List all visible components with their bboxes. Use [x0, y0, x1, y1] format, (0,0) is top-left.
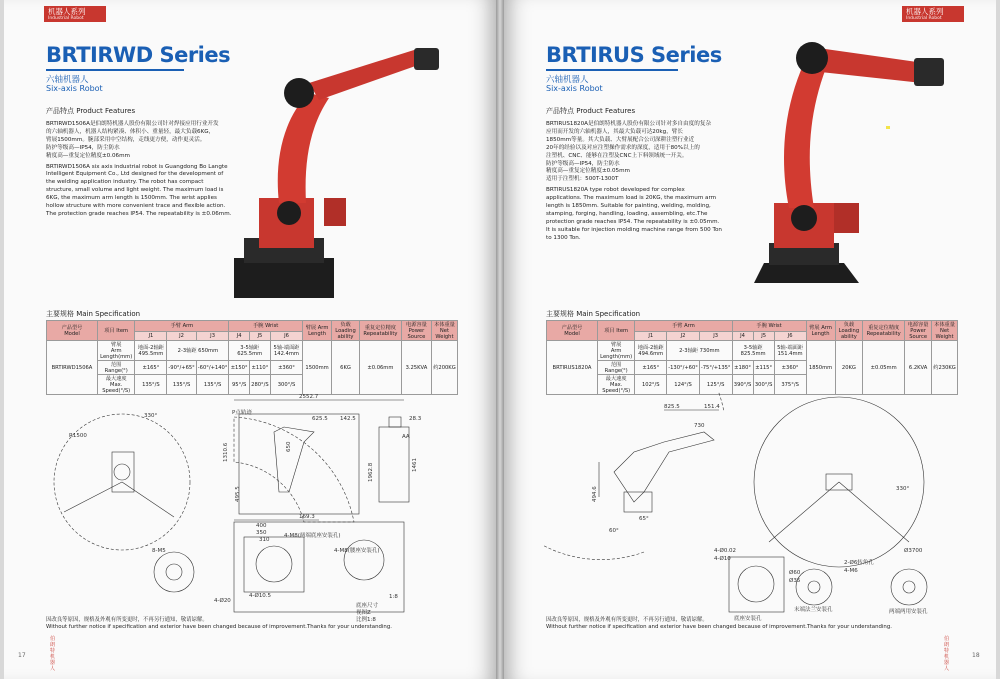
feature-line: the welding application industry. The robot has compact: [46, 179, 204, 186]
robot-base: [234, 258, 334, 298]
features-heading: 产品特点 Product Features: [546, 107, 636, 115]
dim-label: 400: [256, 523, 267, 529]
model-en-header: Model: [64, 331, 80, 337]
arm-header: 手臂 Arm: [635, 321, 732, 332]
table-cell: 地面-2轴距 495.5mm: [135, 341, 167, 361]
category-en: Industrial Robot: [906, 16, 942, 21]
row-label: 臂展: [111, 342, 122, 348]
wrist-header: 手腕 Wrist: [732, 321, 806, 332]
dim-label: 4-M6: [844, 568, 858, 574]
table-cell: 300°/S: [270, 375, 302, 395]
feature-line: 精度高—重复定位精度±0.05mm: [546, 168, 630, 175]
dim-label: 8-M5: [152, 548, 166, 554]
dim-label: 4-Ø10: [714, 556, 731, 562]
repeat-header: 重复定位精度 Repeatability: [863, 321, 905, 341]
feature-line: The protection grade reaches IP54. The repeatability is ±0.06mm.: [46, 210, 232, 217]
dim-label: 495.5: [235, 486, 241, 502]
table-cell: -130°/+60°: [667, 361, 700, 375]
table-cell: 135°/S: [196, 375, 229, 395]
row-label: 范围: [610, 362, 622, 368]
feature-line: 20年的经验以及对应注塑操作需求的深度，适用于80%以上的: [546, 144, 700, 151]
item-header: 项目 Item: [598, 321, 635, 341]
subtitle-cn: 六轴机器人: [546, 75, 589, 85]
row-label: Arm Length(mm): [600, 348, 633, 360]
table-cell: 5轴-端面距 151.4mm: [774, 341, 806, 361]
row-label: 最大速度: [605, 376, 627, 382]
footnote: [46, 617, 466, 631]
technical-drawing: [544, 392, 964, 622]
axis-header: J4: [732, 331, 753, 340]
footnote-cn: 因改良等原因，规格及外观有所变更时，不再另行通知，敬请谅解。: [546, 617, 708, 623]
axis-header: J5: [753, 331, 774, 340]
table-cell: 5轴-端面距 142.4mm: [270, 341, 302, 361]
dim-label: 比例1:8: [356, 617, 376, 622]
table-cell: 2-3轴距 730mm: [667, 341, 732, 361]
table-cell: 约200KG: [431, 341, 457, 395]
axis-header: J5: [249, 331, 270, 340]
subtitle-cn: 六轴机器人: [46, 75, 89, 85]
series-underline: [46, 69, 184, 71]
table-cell: 6KG: [332, 341, 360, 395]
highlight-mark: [886, 126, 890, 129]
dim-label: 底座安装孔: [734, 616, 762, 622]
axis-header: J6: [774, 331, 806, 340]
axis-header: J3: [699, 331, 732, 340]
book-gutter: [496, 0, 504, 679]
dim-label: 2552.7: [299, 394, 319, 400]
dim-label: 4-Ø20: [214, 598, 231, 604]
row-label: Max. Speed(°/S): [602, 382, 631, 394]
table-cell: -60°/+140°: [196, 361, 229, 375]
table-cell: ±115°: [753, 361, 774, 375]
feature-line: 精度高—重复定位精度±0.06mm: [46, 152, 130, 159]
feature-line: applications. The maximum load is 20KG, the maximum arm: [546, 195, 717, 202]
dim-label: 4-M8(腰座安装孔): [334, 548, 380, 554]
model-en-header: Model: [564, 331, 580, 337]
dim-label: 末端法兰安装孔: [794, 607, 833, 613]
table-cell: 124°/S: [667, 375, 700, 395]
row-label: 臂展: [610, 342, 622, 348]
dim-label: 494.6: [592, 486, 598, 502]
axis-header: J1: [135, 331, 167, 340]
table-cell: 20KG: [835, 341, 863, 395]
dim-label: 730: [694, 423, 705, 429]
dim-label: 825.5: [664, 404, 680, 410]
table-cell: ±165°: [635, 361, 667, 375]
weight-header: 本体重量 Net Weight: [431, 321, 457, 341]
category-label: [44, 6, 106, 22]
dim-label: 310: [259, 537, 270, 543]
dim-label: P点轨迹: [232, 410, 252, 416]
table-cell: ±360°: [774, 361, 806, 375]
model-cell: BRTIRUS1820A: [547, 341, 598, 395]
vertical-brand-text: 伯朗特机器人: [50, 636, 56, 672]
category-cn: 机器人系列: [48, 7, 86, 16]
footnote-en: Without further notice if specification and exterior have been changed because of improvement.Thanks for your understanding.: [546, 624, 892, 630]
feature-line: 适用于注塑机：500T-1300T: [546, 176, 619, 183]
dim-label: 1962.8: [368, 462, 374, 482]
dim-label: 169.3: [299, 514, 315, 520]
wrist-header: 手腕 Wrist: [229, 321, 303, 332]
axis-header: J4: [229, 331, 249, 340]
weight-header: 本体重量 Net Weight: [932, 321, 958, 341]
dim-label: 330°: [896, 486, 910, 492]
loading-header: 负载 Loading ability: [332, 321, 360, 341]
repeat-header: 重复定位精度 Repeatability: [359, 321, 401, 341]
row-label: Arm Length(mm): [100, 348, 133, 360]
feature-line: 注塑机、CNC、能够在注塑及CNC上下料领域统一开关。: [546, 152, 688, 159]
table-cell: 地面-2轴距 494.6mm: [635, 341, 667, 361]
technical-drawing: [44, 392, 464, 622]
table-cell: 3-5轴距 825.5mm: [732, 341, 774, 361]
table-cell: 1500mm: [303, 341, 332, 395]
table-cell: 102°/S: [635, 375, 667, 395]
table-cell: 135°/S: [135, 375, 167, 395]
dim-label: 60°: [609, 528, 619, 534]
features-heading: 产品特点 Product Features: [46, 107, 136, 115]
arm-header: 手臂 Arm: [135, 321, 229, 332]
row-label: Range(°): [604, 368, 628, 374]
dim-label: 625.5: [312, 416, 328, 422]
dim-label: 4-Ø10.5: [249, 593, 272, 599]
dim-label: 4-Ø0.02: [714, 548, 737, 554]
robot-image: [224, 38, 454, 308]
dim-label: 1:8: [389, 594, 398, 600]
model-cn-header: 产品型号: [61, 325, 83, 331]
axis-header: J1: [635, 331, 667, 340]
spec-table: [546, 320, 958, 395]
feature-line: 防护等级高—IP54，防尘防水: [46, 144, 120, 151]
dim-label: 两端两用安装孔: [889, 609, 928, 615]
footnote: [546, 617, 966, 631]
table-cell: 135°/S: [167, 375, 196, 395]
series-underline: [546, 69, 678, 71]
feature-line: structure, small volume and light weight. The maximum load is: [46, 187, 224, 194]
subtitle-en: Six-axis Robot: [46, 84, 103, 93]
left-page: [4, 0, 496, 679]
robot-base: [754, 263, 859, 283]
arm-length-header: 臂展 Arm Length: [806, 321, 835, 341]
dim-label: 1461: [412, 458, 418, 472]
table-cell: ±110°: [249, 361, 270, 375]
loading-header: 负载 Loading ability: [835, 321, 863, 341]
table-cell: 3-5轴距 625.5mm: [229, 341, 271, 361]
right-page: [504, 0, 996, 679]
table-cell: ±0.06mm: [359, 341, 401, 395]
series-title: BRTIRWD Series: [46, 43, 231, 67]
feature-line: 防护等级高—IP54，防尘防水: [546, 160, 620, 167]
feature-line: 6KG, the maximum arm length is 1500mm. The wrist applies: [46, 195, 217, 202]
feature-line: length is 1850mm. Suitable for painting, welding, molding,: [546, 203, 711, 210]
dim-label: 28.3: [409, 416, 422, 422]
dim-label: 650: [286, 441, 292, 452]
category-cn: 机器人系列: [906, 7, 944, 16]
row-label: Max. Speed(°/S): [102, 382, 131, 394]
footnote-en: Without further notice if specification and exterior have been changed because of improvement.Thanks for your understanding.: [46, 624, 392, 630]
dim-label: 151.4: [704, 404, 720, 410]
dim-label: 4-M8(两端底座安装孔): [284, 533, 341, 539]
table-cell: ±150°: [229, 361, 249, 375]
table-cell: -75°/+135°: [699, 361, 732, 375]
dim-label: 2-Ø6转角孔: [844, 560, 874, 566]
dim-label: Ø60: [789, 570, 801, 576]
arm-length-header: 臂展 Arm Length: [303, 321, 332, 341]
feature-line: 1850mm等量。其大负载、大臂展配合公司深耕注塑行业近: [546, 136, 695, 143]
dim-label: AA: [402, 434, 410, 440]
dim-label: 1310.6: [223, 442, 229, 462]
dim-label: 350: [256, 530, 267, 536]
dim-label: 142.5: [340, 416, 356, 422]
table-cell: 2-3轴距 650mm: [167, 341, 229, 361]
feature-line: 臂展1500mm。腕部采用中空结构，走线更方便，动作更灵活。: [46, 136, 206, 143]
page-number: 17: [18, 652, 26, 659]
feature-line: hollow structure with more convenient trace and flexible action.: [46, 203, 226, 210]
table-cell: 约230KG: [932, 341, 958, 395]
table-cell: ±360°: [270, 361, 302, 375]
category-en: Industrial Robot: [48, 16, 84, 21]
footnote-cn: 因改良等原因，规格及外观有所变更时，不再另行通知，敬请谅解。: [46, 617, 208, 623]
axis-header: J3: [196, 331, 229, 340]
table-cell: -90°/+65°: [167, 361, 196, 375]
row-label: Range(°): [104, 368, 128, 374]
dim-label: Ø35: [789, 578, 801, 584]
axis-header: J2: [667, 331, 700, 340]
feature-line: It is suitable for injection molding machine range from 500 Ton: [546, 226, 722, 233]
robot-image: [734, 18, 964, 308]
spec-heading: 主要规格 Main Specification: [46, 310, 141, 318]
page-number: 18: [972, 652, 980, 659]
subtitle-en: Six-axis Robot: [546, 84, 603, 93]
feature-line: 应用而开发的六轴机器人，其最大负载可达20kg，臂长: [546, 128, 683, 135]
features-text: [546, 121, 761, 246]
series-title: BRTIRUS Series: [546, 43, 722, 67]
table-cell: ±0.05mm: [863, 341, 905, 395]
model-cn-header: 产品型号: [561, 325, 583, 331]
feature-line: to 1300 Ton.: [546, 234, 581, 241]
table-cell: 1850mm: [806, 341, 835, 395]
table-cell: 280°/S: [249, 375, 270, 395]
feature-line: stamping, forging, handling, loading, assembling, etc.The: [546, 210, 708, 217]
power-header: 电源容量 Power Source: [401, 321, 431, 341]
table-cell: 95°/S: [229, 375, 249, 395]
spec-heading: 主要规格 Main Specification: [546, 310, 641, 318]
item-header: 项目 Item: [98, 321, 135, 341]
axis-header: J2: [167, 331, 196, 340]
table-cell: ±180°: [732, 361, 753, 375]
table-cell: 3.25KVA: [401, 341, 431, 395]
table-cell: 390°/S: [732, 375, 753, 395]
table-cell: 300°/S: [753, 375, 774, 395]
dim-label: 视图Z: [356, 610, 371, 616]
feature-line: BRTIRUS1820A是伯朗特机器人股份有限公司针对多自由度的复杂: [546, 121, 712, 127]
feature-line: Intelligent Equipment Co., Ltd designed for the development of: [46, 171, 224, 178]
vertical-brand-text: 伯朗特机器人: [944, 636, 950, 672]
dim-label: 330°: [144, 413, 158, 419]
spec-table: [46, 320, 458, 395]
feature-line: BRTIRWD1506A six axis industrial robot is Guangdong Bo Langte: [46, 163, 228, 170]
model-cell: BRTIRWD1506A: [47, 341, 98, 395]
dim-label: 底座尺寸: [356, 603, 379, 609]
dim-label: 65°: [639, 516, 649, 522]
row-label: 范围: [111, 362, 122, 368]
power-header: 电源容量 Power Source: [905, 321, 932, 341]
feature-line: BRTIRWD1506A是伯朗特机器人股份有限公司针对焊接应用行业开发: [46, 121, 219, 127]
table-cell: 125°/S: [699, 375, 732, 395]
feature-line: protection grade reaches IP54. The repeatability is ±0.05mm.: [546, 218, 720, 225]
table-cell: ±165°: [135, 361, 167, 375]
feature-line: BRTIRUS1820A type robot developed for complex: [546, 187, 685, 194]
feature-line: 的六轴机器人，机器人结构紧凑、体积小、重量轻，最大负载6KG，: [46, 128, 215, 135]
axis-header: J6: [270, 331, 302, 340]
table-cell: 375°/S: [774, 375, 806, 395]
dim-label: R1500: [69, 433, 87, 439]
dim-label: Ø3700: [904, 548, 923, 554]
table-cell: 6.2KVA: [905, 341, 932, 395]
row-label: 最大速度: [105, 376, 127, 382]
